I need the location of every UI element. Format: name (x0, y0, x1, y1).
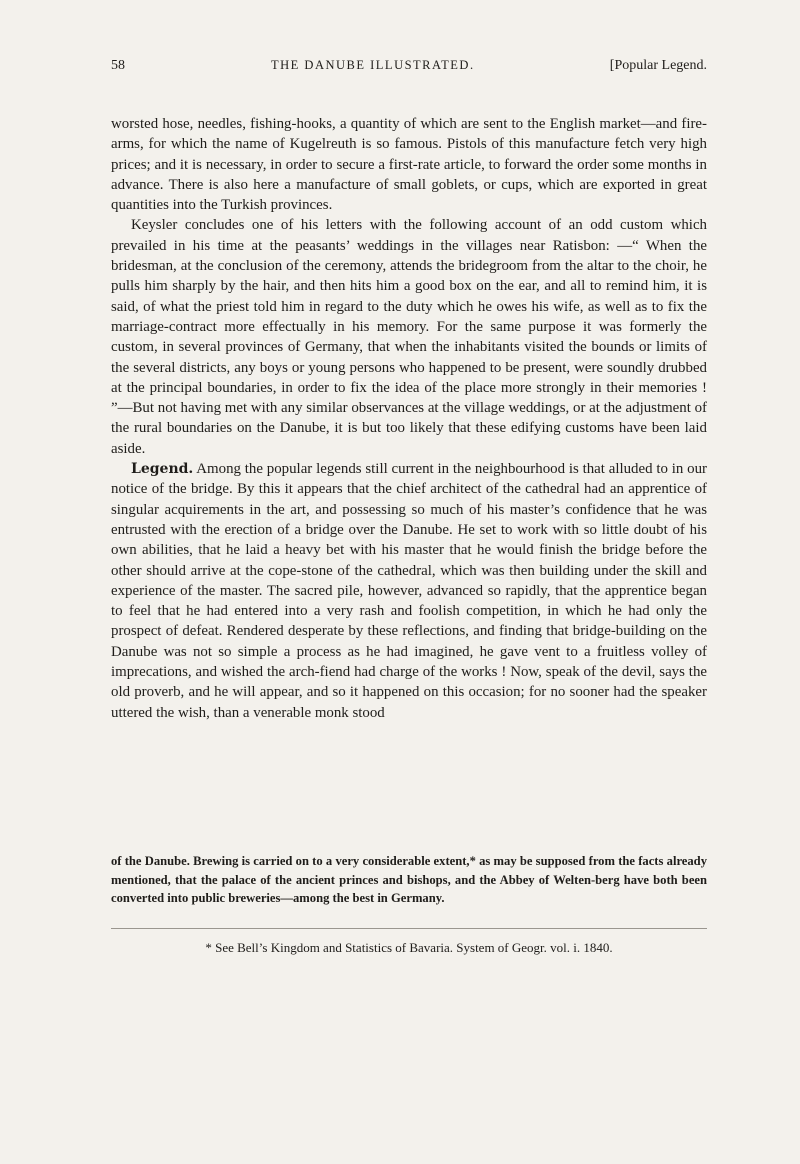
paragraph-3 (111, 459, 707, 723)
running-title: THE DANUBE ILLUSTRATED. (271, 58, 475, 72)
main-text (111, 114, 707, 723)
section-title: [Popular Legend. (609, 58, 707, 73)
page-number: 58 (111, 58, 125, 73)
running-header (111, 58, 707, 80)
legend-heading: Legend. (131, 461, 194, 478)
paragraph-2: Keysler concludes one of his letters with the following account of an odd custom which prevailed in his time at the peasants’ weddings in the villages near Ratisbon: —“ When the bridesman, at the conclusion of the ceremony, attends the bridegroom from the altar to the choir, he pulls him sharply by the hair, and then hits him a good box on the ear, and all to remind him, it is said, of what the priest told him in regard to the duty which he owes his wife, as well as to fix the marriage-contract more effectually in his memory. For the same purpose it was formerly the custom, in several provinces of Germany, that when the inhabitants visited the bounds or limits of the several districts, any boys or young persons who happened to be present, were soundly drubbed at the principal boundaries, in order to fix the idea of the place more strongly in their memories ! ”—But not having met with any similar observances at the village weddings, or at the adjustment of the rural boundaries on the Danube, it is but too likely that these edifying customs have been laid aside. (111, 217, 707, 457)
paragraph-3-text: Among the popular legends still current in the neighbourhood is that alluded to in our notice of the bridge. By this it appears that the chief architect of the cathedral had an apprentice of singular acquirements in the art, and possessing so much of his master’s confidence that he was entrusted with the erection of a bridge over the Danube. He set to work with so little doubt of his own abilities, that he laid a heavy bet with his master that he would finish the bridge before the other should arrive at the cope-stone of the cathedral, which was then building under the skill and experience of the master. The sacred pile, however, advanced so rapidly, that the apprentice began to feel that he had entered into a very rash and foolish competition, in which he had only the prospect of defeat. Rendered desperate by these reflections, and finding that bridge-building on the Danube was not so simple a process as he had imagined, he gave vent to a fruitless volley of imprecations, and wished the arch-fiend had charge of the works ! Now, speak of the devil, says the old proverb, and he will appear, and so it happened on this occasion; for no sooner had the speaker uttered the wish, than a venerable monk stood (111, 461, 708, 721)
footnote-reference: * See Bell’s Kingdom and Statistics of Bavaria. System of Geogr. vol. i. 1840. (205, 940, 613, 955)
footnote-rule (111, 928, 707, 929)
footnote-continuation: of the Danube. Brewing is carried on to a very considerable extent,* as may be supposed from the facts already mentioned, that the palace of the ancient princes and bishops, and the Abbey of Welten-berg have both been converted into public breweries—among the best in Germany. (111, 854, 707, 905)
paragraph-1: worsted hose, needles, fishing-hooks, a quantity of which are sent to the English market—and fire-arms, for which the name of Kugelreuth is so famous. Pistols of this manufacture fetch very high prices; and it is necessary, in order to secure a first-rate article, to forward the order some months in advance. There is also here a manufacture of small goblets, or cups, which are exported in great quantities into the Turkish provinces. (111, 116, 707, 214)
